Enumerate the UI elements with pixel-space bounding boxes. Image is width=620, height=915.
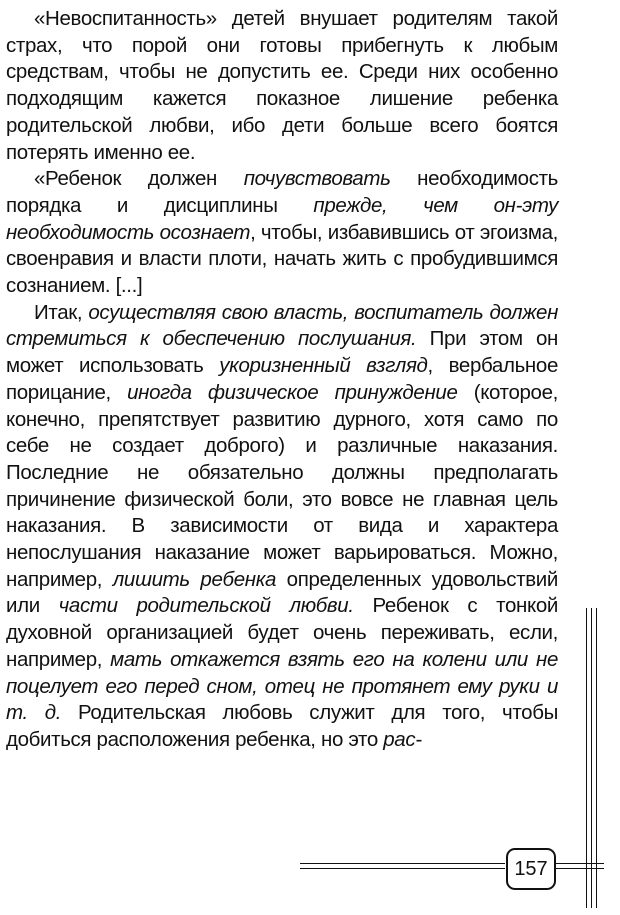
text-run: Итак, <box>34 300 89 324</box>
italic-run: почувствовать <box>243 167 391 191</box>
italic-run: рас- <box>383 727 422 751</box>
body-text <box>6 6 558 754</box>
paragraph <box>6 300 558 754</box>
text-run: , вербальное порицание, <box>6 354 558 404</box>
decorative-horizontal-rule <box>556 868 604 869</box>
text-run: При этом он может использовать <box>6 327 558 378</box>
decorative-horizontal-rule <box>300 863 505 864</box>
italic-run: мать откажется взять его на колени или не поцелует его перед сном, отец не протянет ему руки и т. д. <box>6 647 558 725</box>
decorative-horizontal-rule <box>300 868 505 869</box>
italic-run: иногда физическое принуждение <box>127 380 458 404</box>
text-run: Ребенок с тонкой духовной организацией будет очень переживать, если, например, <box>6 594 558 671</box>
italic-run: осуществляя свою власть, воспитатель должен стремиться к обеспечению послушания. <box>6 300 558 351</box>
text-run: «Невоспитанность» детей внушает родителям такой страх, что порой они готовы прибегнуть к любым средствам, чтобы не допустить ее. Среди них особенно подходящим кажется показное лишение ребенка родительской любви, ибо дети больше всего боятся потерять именно ее. <box>6 7 558 164</box>
text-run: «Ребенок должен <box>34 167 244 191</box>
decorative-horizontal-rule <box>556 863 604 864</box>
italic-run: лишить ребенка <box>112 567 277 591</box>
page-number: 157 <box>506 848 556 890</box>
text-run: , чтобы, избавившись от эгоизма, своенравия и власти плоти, начать жить с пробудившимся сознанием. [...] <box>6 220 558 298</box>
italic-run: части родительской любви. <box>58 594 354 618</box>
italic-run: укоризненный взгляд <box>219 354 428 378</box>
text-run: (которое, конечно, препятствует развитию дурного, хотя само по себе не создает доброго) и различные наказания. Последние не обязательно должны предполагать причинение физической боли, это вовсе не главная цель наказания. В зависимости от вида и характера непослушания наказание может варьироваться. Можно, например, <box>6 380 558 591</box>
text-run: необходимость порядка и дисциплины <box>6 167 558 217</box>
text-run: Родительская любовь служит для того, чтобы добиться расположения ребенка, но это <box>6 701 558 751</box>
paragraph <box>6 166 558 300</box>
text-run: определенных удовольствий или <box>6 567 558 618</box>
paragraph <box>6 6 558 166</box>
italic-run: прежде, чем он-эту необходимость осознает <box>6 193 559 244</box>
